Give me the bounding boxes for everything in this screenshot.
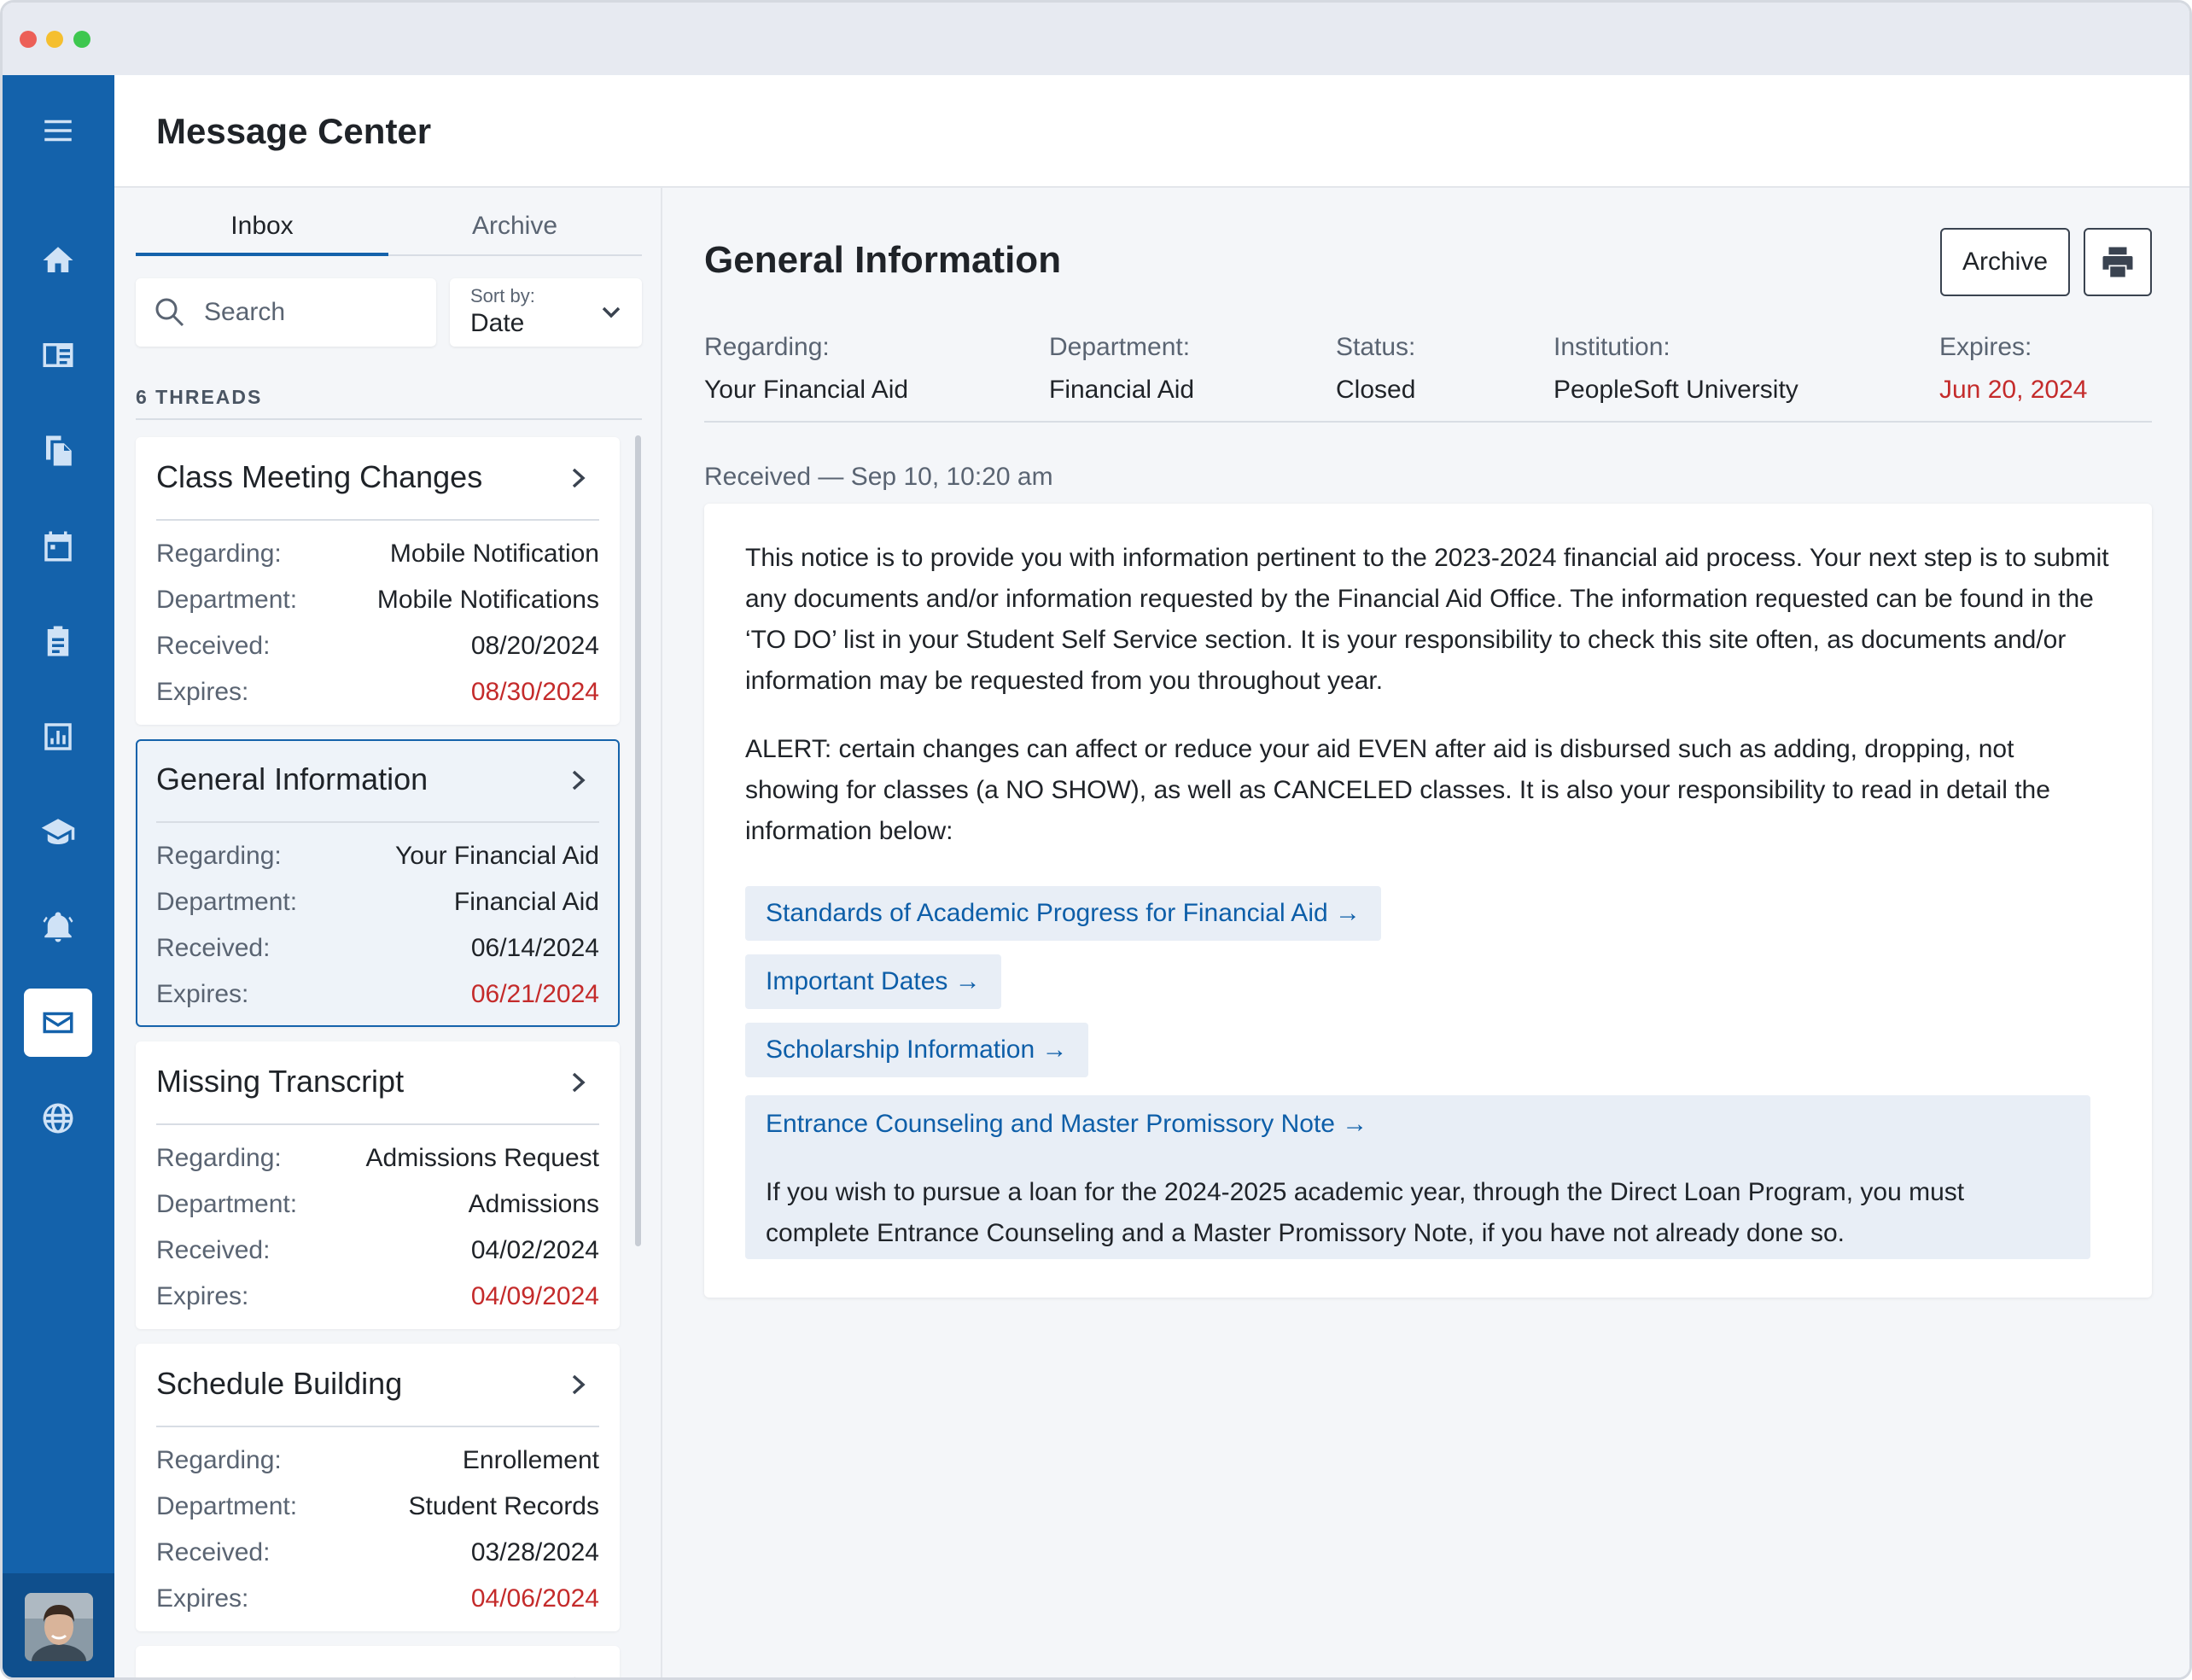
sort-dropdown[interactable]: [450, 278, 642, 347]
minimize-window-button[interactable]: [46, 31, 63, 48]
sidebar-item-profile[interactable]: [24, 321, 92, 389]
meta-status-label: Status:: [1336, 333, 1416, 361]
thread-title: Missing Transcript: [156, 1064, 405, 1099]
thread-card[interactable]: [136, 1041, 620, 1329]
department-label: Department:: [156, 586, 298, 614]
sidebar-item-tasks[interactable]: [24, 607, 92, 675]
chevron-right-icon: [568, 1373, 589, 1397]
bell-alert-icon: [40, 909, 76, 945]
received-value: 03/28/2024: [470, 1538, 599, 1566]
sidebar-item-documents[interactable]: [24, 417, 92, 485]
expires-value: 04/09/2024: [470, 1282, 599, 1310]
meta-institution-label: Institution:: [1554, 333, 1670, 361]
regarding-label: Regarding:: [156, 1446, 282, 1474]
meta-regarding: [704, 333, 908, 405]
divider: [156, 1426, 599, 1427]
search-box: [136, 278, 436, 347]
expires-value: 06/21/2024: [470, 980, 599, 1008]
regarding-value: Mobile Notification: [389, 540, 599, 568]
link-entrance-counseling[interactable]: Entrance Counseling and Master Promissory Note →: [766, 1110, 1368, 1138]
thread-card[interactable]: [136, 1344, 620, 1631]
sidebar: [3, 75, 114, 1680]
department-value: Admissions: [468, 1190, 599, 1218]
meta-status-value: Closed: [1336, 376, 1416, 404]
divider: [136, 418, 642, 420]
threads-count: 6 THREADS: [136, 386, 263, 408]
expires-label: Expires:: [156, 1584, 249, 1613]
regarding-label: Regarding:: [156, 540, 282, 568]
chevron-right-icon: [568, 1675, 589, 1680]
printer-icon: [2100, 244, 2136, 280]
archive-button[interactable]: Archive: [1940, 228, 2070, 296]
alert-paragraph: ALERT: certain changes can affect or reduce your aid EVEN after aid is disbursed such as adding, dropping, not showing for classes (a NO SHOW), as well as CANCELED classes. It is also your responsibility to read in detail the information below:: [745, 735, 2050, 845]
graduation-cap-icon: [40, 814, 76, 850]
expires-label: Expires:: [156, 980, 249, 1008]
chart-icon: [40, 719, 76, 755]
sort-label: Sort by:: [470, 285, 535, 306]
meta-expires-value: Jun 20, 2024: [1939, 376, 2088, 404]
avatar[interactable]: [25, 1593, 93, 1661]
tab-archive[interactable]: Archive: [471, 212, 558, 240]
department-value: Student Records: [408, 1492, 599, 1520]
thread-title: Schedule Building: [156, 1366, 403, 1401]
expires-value: 08/30/2024: [470, 678, 599, 706]
divider: [156, 1123, 599, 1125]
page-title: Message Center: [156, 111, 432, 151]
regarding-value: Your Financial Aid: [394, 842, 599, 870]
link-important-dates[interactable]: Important Dates →: [745, 954, 1001, 1009]
thread-card[interactable]: [136, 437, 620, 725]
link-academic-progress[interactable]: Standards of Academic Progress for Financial Aid →: [745, 886, 1381, 941]
calendar-icon: [40, 528, 76, 564]
received-value: 08/20/2024: [470, 632, 599, 660]
message-body: [704, 504, 2152, 1298]
chevron-right-icon: [568, 1070, 589, 1094]
department-value: Mobile Notifications: [376, 586, 599, 614]
maximize-window-button[interactable]: [73, 31, 90, 48]
received-timestamp: Received — Sep 10, 10:20 am: [704, 463, 1053, 491]
meta-department: [1049, 333, 1194, 405]
sidebar-item-reports[interactable]: [24, 703, 92, 771]
regarding-label: Regarding:: [156, 842, 282, 870]
print-button[interactable]: [2084, 228, 2152, 296]
menu-button[interactable]: [24, 96, 92, 165]
message-paragraph: This notice is to provide you with information pertinent to the 2023-2024 financial aid process. Your next step is to submit any documents and/or information requested by the Financial Aid Office. The information requested can be found in the ‘TO DO’ list in your Student Self Service section. It is your responsibility to check this site often, as documents and/or information may be requested from you throughout year.: [745, 544, 2109, 695]
title-bar: [3, 3, 2189, 75]
thread-card[interactable]: [136, 1646, 620, 1680]
chevron-right-icon: [568, 466, 589, 490]
regarding-value: Admissions Request: [365, 1144, 599, 1172]
meta-institution-value: PeopleSoft University: [1554, 376, 1798, 404]
received-label: Received:: [156, 632, 271, 660]
thread-list-scrollbar[interactable]: [635, 435, 641, 1246]
mail-icon: [40, 1005, 76, 1041]
thread-card-selected[interactable]: [136, 739, 620, 1027]
divider: [156, 821, 599, 823]
tab-bar: [136, 205, 642, 256]
sidebar-item-globe[interactable]: [24, 1084, 92, 1152]
meta-status: [1336, 333, 1415, 405]
message-panel: [661, 188, 2192, 1680]
close-window-button[interactable]: [20, 31, 37, 48]
thread-title: Class Meeting Changes: [156, 459, 483, 494]
hamburger-menu-icon: [40, 113, 76, 149]
regarding-label: Regarding:: [156, 1144, 282, 1172]
received-label: Received:: [156, 934, 271, 962]
thread-list-panel: [114, 188, 661, 1680]
regarding-value: Enrollement: [462, 1446, 599, 1474]
department-value: Financial Aid: [453, 888, 599, 916]
home-icon: [40, 242, 76, 278]
sidebar-item-calendar[interactable]: [24, 512, 92, 580]
sidebar-item-home[interactable]: [24, 226, 92, 295]
meta-department-value: Financial Aid: [1049, 376, 1195, 404]
search-icon: [153, 295, 187, 330]
meta-regarding-value: Your Financial Aid: [704, 376, 909, 404]
divider: [704, 421, 2152, 423]
meta-expires-label: Expires:: [1939, 333, 2032, 361]
meta-regarding-label: Regarding:: [704, 333, 830, 361]
department-label: Department:: [156, 1492, 298, 1520]
documents-icon: [40, 433, 76, 469]
id-card-icon: [40, 337, 76, 373]
department-label: Department:: [156, 1190, 298, 1218]
sidebar-item-alerts[interactable]: [24, 893, 92, 961]
tab-inbox[interactable]: Inbox: [136, 205, 388, 256]
received-label: Received:: [156, 1538, 271, 1566]
loan-info-box: [745, 1095, 2090, 1259]
sort-value: Date: [470, 309, 525, 337]
thread-title: General Information: [156, 761, 428, 796]
divider: [156, 519, 599, 521]
expires-label: Expires:: [156, 678, 249, 706]
sidebar-item-academics[interactable]: [24, 798, 92, 866]
link-scholarship-information[interactable]: Scholarship Information →: [745, 1023, 1088, 1077]
loan-info-text: If you wish to pursue a loan for the 2024-2025 academic year, through the Direct Loan Program, you must complete Entrance Counseling and a Master Promissory Note, if you have not already done so.: [766, 1178, 1965, 1247]
sidebar-item-messages[interactable]: [24, 989, 92, 1057]
expires-value: 04/06/2024: [470, 1584, 599, 1613]
meta-institution: [1554, 333, 1798, 405]
meta-expires: [1939, 333, 2087, 405]
chevron-right-icon: [568, 768, 589, 792]
chevron-down-icon: [599, 300, 623, 324]
received-label: Received:: [156, 1236, 271, 1264]
page-header: [114, 75, 2192, 188]
received-value: 06/14/2024: [470, 934, 599, 962]
message-title: General Information: [704, 239, 1062, 281]
clipboard-icon: [40, 623, 76, 659]
globe-icon: [40, 1100, 76, 1136]
search-input[interactable]: [204, 292, 426, 333]
department-label: Department:: [156, 888, 298, 916]
received-value: 04/02/2024: [470, 1236, 599, 1264]
user-avatar-icon: [25, 1593, 93, 1661]
expires-label: Expires:: [156, 1282, 249, 1310]
meta-department-label: Department:: [1049, 333, 1191, 361]
